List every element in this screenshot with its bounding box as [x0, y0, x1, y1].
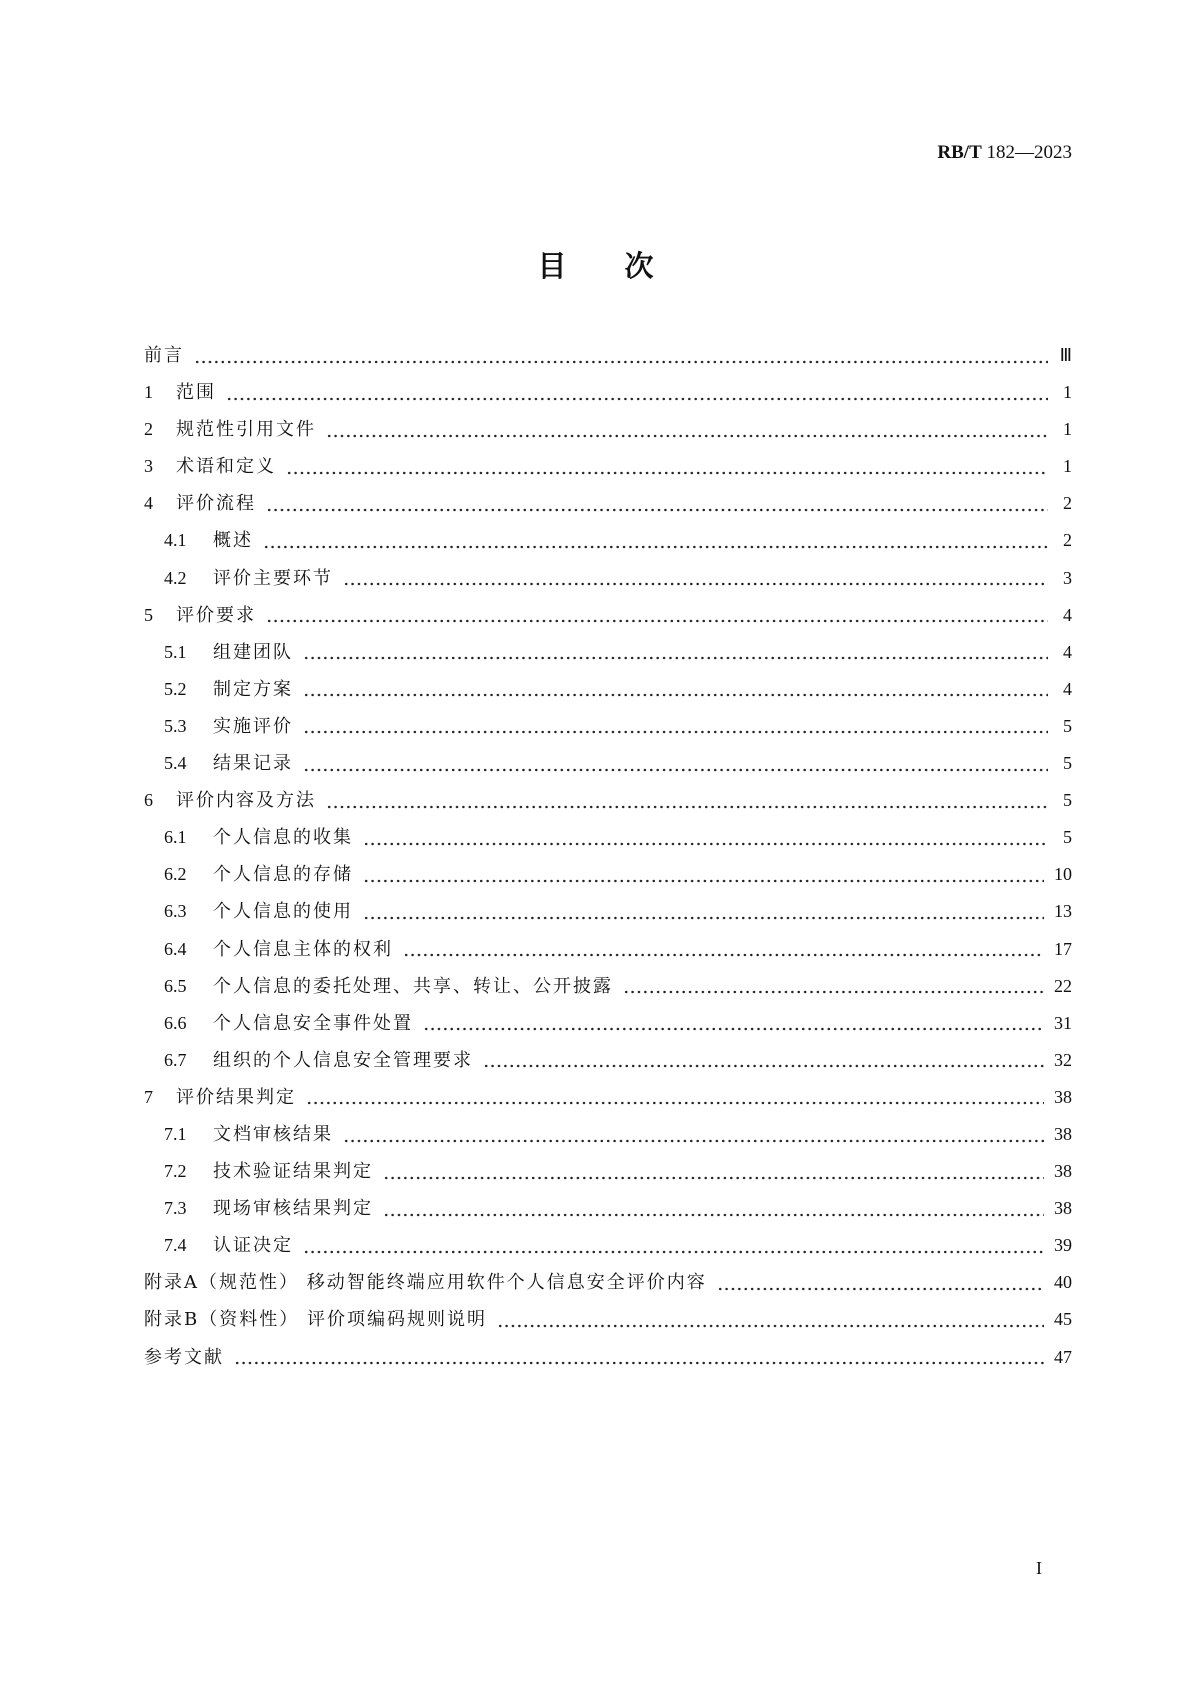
dot-leader — [326, 434, 1048, 438]
page-title: 目次 — [537, 249, 712, 283]
toc-entry-title: 评价结果判定 — [176, 1086, 296, 1108]
toc-entry[interactable] — [144, 1194, 1072, 1231]
dot-leader — [343, 582, 1048, 586]
toc-entry[interactable] — [144, 935, 1072, 972]
toc-entry-page: 2 — [1063, 530, 1072, 551]
toc-entry-title: 制定方案 — [213, 678, 293, 700]
toc-entry-title: 评价内容及方法 — [176, 790, 316, 812]
toc-entry-page: 1 — [1063, 419, 1072, 440]
toc-entry-title: 评价要求 — [176, 604, 256, 626]
page-number: I — [1036, 1558, 1042, 1578]
dot-leader — [623, 990, 1044, 994]
toc-entry[interactable] — [144, 1231, 1072, 1268]
toc-entry[interactable] — [144, 526, 1072, 563]
toc-entry-title: 文档审核结果 — [213, 1123, 333, 1145]
toc-entry-page: 1 — [1063, 456, 1072, 477]
toc-entry[interactable] — [144, 341, 1072, 378]
toc-entry-page: 38 — [1054, 1123, 1072, 1144]
toc-entry[interactable] — [144, 972, 1072, 1009]
dot-leader — [383, 1213, 1044, 1217]
dot-leader — [423, 1027, 1044, 1031]
toc-entry-title: 个人信息的存储 — [213, 864, 353, 886]
toc-entry-number: 6.6 — [164, 1012, 187, 1033]
toc-entry-page: 5 — [1063, 790, 1072, 811]
standard-code-prefix: RB/T — [937, 142, 982, 163]
toc-entry[interactable] — [144, 675, 1072, 712]
toc-entry-page: 32 — [1054, 1049, 1072, 1070]
toc-entry-title: 结果记录 — [213, 753, 293, 775]
toc-entry[interactable] — [144, 564, 1072, 601]
toc-entry-page: 38 — [1054, 1086, 1072, 1107]
toc-entry-number: 4.2 — [164, 567, 187, 588]
standard-code — [937, 142, 1072, 164]
toc-entry-number: 7.1 — [164, 1123, 187, 1144]
dot-leader — [303, 730, 1048, 734]
toc-entry[interactable] — [144, 1157, 1072, 1194]
toc-entry-number: 7.3 — [164, 1198, 187, 1219]
toc-entry-page: 31 — [1054, 1012, 1072, 1033]
toc-entry-title: 概述 — [213, 530, 253, 552]
toc-entry-page: 13 — [1054, 901, 1072, 922]
toc-entry-number: 5 — [144, 604, 153, 625]
toc-entry[interactable] — [144, 601, 1072, 638]
dot-leader — [403, 953, 1044, 957]
toc-entry-title: 附录A（规范性） 移动智能终端应用软件个人信息安全评价内容 — [144, 1272, 707, 1294]
dot-leader — [303, 656, 1048, 660]
toc-entry-page: 22 — [1054, 975, 1072, 996]
toc-entry[interactable] — [144, 1046, 1072, 1083]
toc-entry-number: 6 — [144, 790, 153, 811]
toc-entry-number: 6.3 — [164, 901, 187, 922]
toc-entry-page: 10 — [1054, 864, 1072, 885]
toc-entry-title: 个人信息的委托处理、共享、转让、公开披露 — [213, 975, 613, 997]
toc-entry-title: 技术验证结果判定 — [213, 1161, 373, 1183]
toc-entry[interactable] — [144, 712, 1072, 749]
toc-entry[interactable] — [144, 1083, 1072, 1120]
toc-entry-page: 4 — [1063, 641, 1072, 662]
toc-entry[interactable] — [144, 452, 1072, 489]
toc-entry-number: 6.2 — [164, 864, 187, 885]
dot-leader — [266, 619, 1048, 623]
toc-entry-page: 17 — [1054, 938, 1072, 959]
toc-entry-title: 组织的个人信息安全管理要求 — [213, 1049, 473, 1071]
toc-entry-number: 3 — [144, 456, 153, 477]
toc-entry-page: 39 — [1054, 1235, 1072, 1256]
toc-entry-title: 术语和定义 — [176, 456, 276, 478]
toc-entry-number: 6.7 — [164, 1049, 187, 1070]
toc-entry-page: 5 — [1063, 753, 1072, 774]
toc-entry-title: 附录B（资料性） 评价项编码规则说明 — [144, 1309, 487, 1331]
toc-entry-title: 现场审核结果判定 — [213, 1198, 373, 1220]
toc-entry-page: Ⅲ — [1059, 345, 1072, 365]
dot-leader — [363, 879, 1044, 883]
toc-entry-number: 6.5 — [164, 975, 187, 996]
toc-entry[interactable] — [144, 1120, 1072, 1157]
toc-entry[interactable] — [144, 860, 1072, 897]
table-of-contents — [144, 341, 1072, 1380]
dot-leader — [717, 1287, 1044, 1291]
toc-entry-title: 范围 — [176, 382, 216, 404]
toc-entry[interactable] — [144, 378, 1072, 415]
toc-entry-title: 前言 — [144, 345, 184, 366]
dot-leader — [343, 1139, 1044, 1143]
toc-entry-number: 5.1 — [164, 641, 187, 662]
toc-entry-page: 4 — [1063, 604, 1072, 625]
toc-entry[interactable] — [144, 1343, 1072, 1380]
toc-entry-page: 5 — [1063, 827, 1072, 848]
dot-leader — [266, 508, 1048, 512]
toc-entry[interactable] — [144, 1268, 1072, 1305]
toc-entry-title: 个人信息安全事件处置 — [213, 1012, 413, 1034]
toc-entry-title: 认证决定 — [213, 1235, 293, 1257]
dot-leader — [306, 1101, 1044, 1105]
toc-entry-number: 4.1 — [164, 530, 187, 551]
toc-entry-page: 40 — [1054, 1272, 1072, 1293]
toc-entry-number: 4 — [144, 493, 153, 514]
toc-entry-number: 7.2 — [164, 1161, 187, 1182]
dot-leader — [303, 768, 1048, 772]
toc-entry-title: 评价主要环节 — [213, 567, 333, 589]
dot-leader — [363, 916, 1044, 920]
dot-leader — [226, 397, 1048, 401]
toc-entry-title: 个人信息的收集 — [213, 827, 353, 849]
toc-entry-number: 6.1 — [164, 827, 187, 848]
toc-entry-page: 1 — [1063, 382, 1072, 403]
toc-entry[interactable] — [144, 786, 1072, 823]
toc-entry[interactable] — [144, 749, 1072, 786]
toc-entry[interactable] — [144, 489, 1072, 526]
dot-leader — [263, 545, 1048, 549]
dot-leader — [286, 471, 1048, 475]
toc-entry[interactable] — [144, 415, 1072, 452]
dot-leader — [483, 1064, 1044, 1068]
toc-entry-title: 组建团队 — [213, 641, 293, 663]
toc-entry-number: 5.3 — [164, 715, 187, 736]
toc-entry-page: 5 — [1063, 715, 1072, 736]
toc-entry-title: 规范性引用文件 — [176, 419, 316, 441]
toc-entry-title: 个人信息主体的权利 — [213, 938, 393, 960]
toc-entry-page: 38 — [1054, 1161, 1072, 1182]
toc-entry[interactable] — [144, 823, 1072, 860]
dot-leader — [497, 1324, 1044, 1328]
toc-entry-page: 4 — [1063, 678, 1072, 699]
standard-code-number: 182—2023 — [981, 142, 1072, 163]
toc-entry-number: 7 — [144, 1086, 153, 1107]
toc-entry-title: 评价流程 — [176, 493, 256, 515]
toc-entry-page: 47 — [1054, 1346, 1072, 1367]
dot-leader — [363, 842, 1048, 846]
toc-entry-title: 实施评价 — [213, 715, 293, 737]
toc-entry[interactable] — [144, 897, 1072, 934]
toc-entry-page: 3 — [1063, 567, 1072, 588]
toc-entry-number: 2 — [144, 419, 153, 440]
toc-entry-page: 45 — [1054, 1309, 1072, 1330]
toc-entry[interactable] — [144, 1009, 1072, 1046]
toc-entry-title: 参考文献 — [144, 1346, 224, 1368]
toc-entry[interactable] — [144, 638, 1072, 675]
dot-leader — [326, 805, 1048, 809]
toc-entry-page: 38 — [1054, 1198, 1072, 1219]
dot-leader — [234, 1361, 1044, 1365]
toc-entry-page: 2 — [1063, 493, 1072, 514]
toc-entry-number: 5.4 — [164, 753, 187, 774]
toc-entry-title: 个人信息的使用 — [213, 901, 353, 923]
toc-entry-number: 1 — [144, 382, 153, 403]
dot-leader — [303, 1250, 1044, 1254]
dot-leader — [383, 1176, 1044, 1180]
dot-leader — [194, 360, 1048, 364]
toc-entry[interactable] — [144, 1305, 1072, 1342]
toc-entry-number: 5.2 — [164, 678, 187, 699]
toc-entry-number: 7.4 — [164, 1235, 187, 1256]
toc-entry-number: 6.4 — [164, 938, 187, 959]
dot-leader — [303, 693, 1048, 697]
